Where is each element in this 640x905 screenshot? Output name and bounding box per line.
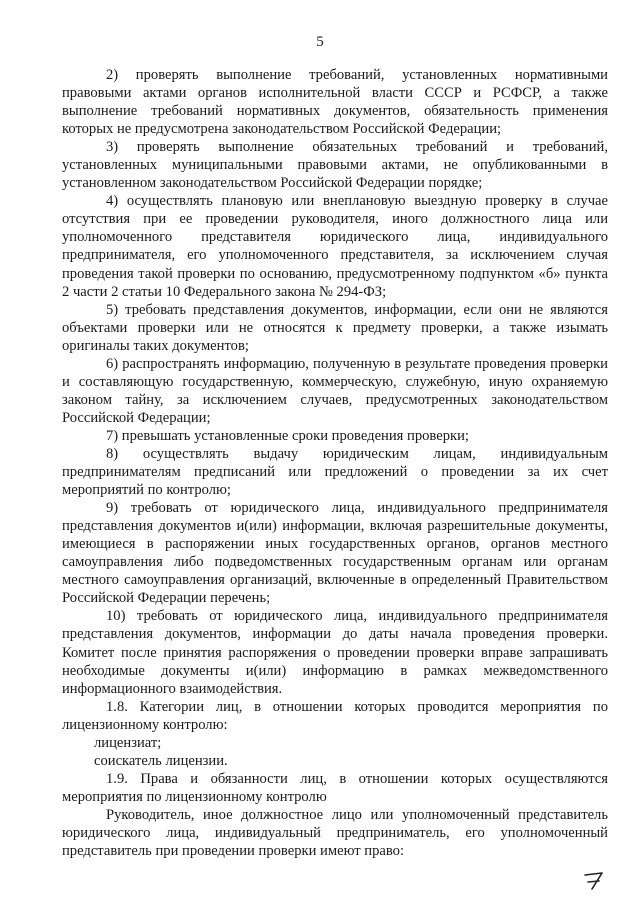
list-item-licensee: лицензиат; bbox=[94, 734, 162, 751]
paragraph-rights: Руководитель, иное должностное лицо или уполномоченный представитель юридического лица, индивидуальный предприниматель, его уполномоченный представитель при проведении проверки имеют право: bbox=[62, 806, 608, 860]
paragraph-item-4: 4) осуществлять плановую или внеплановую выездную проверку в случае отсутствия при ее проведении руководителя, иного должностного лица или уполномоченного представителя юридического лица, индивидуального предпринимателя, его уполномоченного представителя, за исключением случая проведения такой проверки по основанию, предусмотренному подпунктом «б» пункта 2 части 2 статьи 10 Федерального закона № 294-ФЗ; bbox=[62, 193, 608, 300]
paragraph-item-6: 6) распространять информацию, полученную в результате проведения проверки и составляющую государственную, коммерческую, служебную, иную охраняемую законом тайну, за исключением случаев, предусмотренных законодательством Российской Федерации; bbox=[62, 355, 608, 426]
section-1-9-heading: 1.9. Права и обязанности лиц, в отношении которых осуществляются мероприятия по лицензионному контролю bbox=[62, 770, 608, 805]
document-body bbox=[62, 66, 608, 860]
section-1-8-heading: 1.8. Категории лиц, в отношении которых проводится мероприятия по лицензионному контролю: bbox=[62, 698, 608, 733]
list-item-applicant: соискатель лицензии. bbox=[94, 752, 228, 769]
paragraph-item-9: 9) требовать от юридического лица, индивидуального предпринимателя представления документов и(или) информации, включая разрешительные документы, имеющиеся в распоряжении иных государственных органов, органов местного самоуправления либо подведомственных государственным органам или органам местного самоуправления организаций, включенные в определенный Правительством Российской Федерации перечень; bbox=[62, 500, 608, 607]
signature-mark-icon bbox=[582, 868, 606, 892]
paragraph-item-7: 7) превышать установленные сроки проведения проверки; bbox=[106, 427, 469, 444]
paragraph-item-3: 3) проверять выполнение обязательных требований и требований, установленных муниципальными правовыми актами, не опубликованными в установленном законодательством Российской Федерации порядке; bbox=[62, 139, 608, 192]
paragraph-item-10: 10) требовать от юридического лица, индивидуального предпринимателя представления документов, информации до даты начала проведения проверки. Комитет после принятия распоряжения о проведении проверки вправе запрашивать необходимые документы и(или) информацию в рамках межведомственного информационного взаимодействия. bbox=[62, 608, 608, 697]
paragraph-item-8: 8) осуществлять выдачу юридическим лицам, индивидуальным предпринимателям предписаний или предложений о проведении за их счет мероприятий по контролю; bbox=[62, 445, 608, 499]
paragraph-item-2: 2) проверять выполнение требований, установленных нормативными правовыми актами органов исполнительной власти СССР и РСФСР, а также выполнение требований нормативных документов, обязательность применения которых не предусмотрена законодательством Российской Федерации; bbox=[62, 67, 608, 138]
page-number: 5 bbox=[316, 34, 324, 50]
paragraph-item-5: 5) требовать представления документов, информации, если они не являются объектами проверки или не относятся к предмету проверки, а также изымать оригиналы таких документов; bbox=[62, 301, 608, 354]
